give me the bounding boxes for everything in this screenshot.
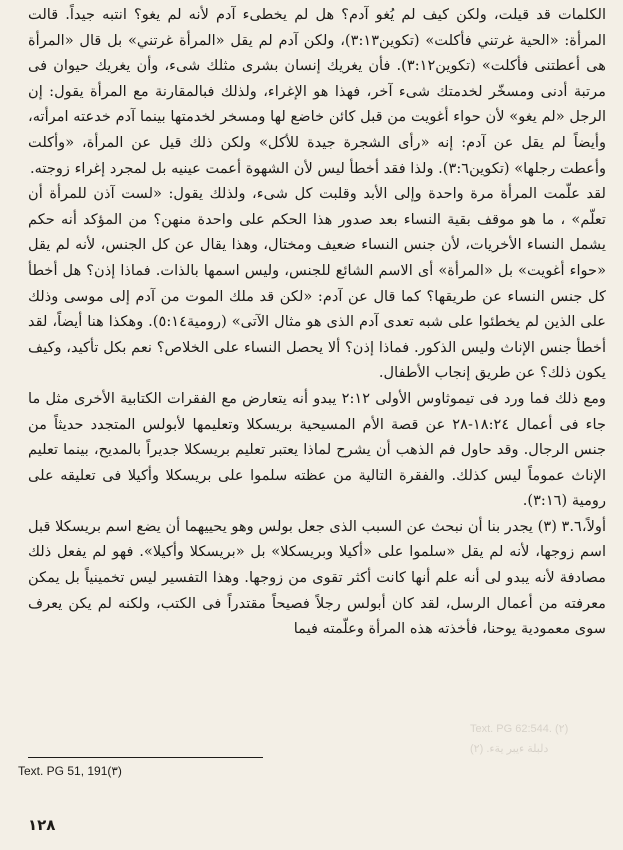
bleed-through-text-2: (٢) .دلبلة ءيبر يةء: [470, 743, 549, 755]
footnote: Text. PG 51, 191(٣): [18, 764, 122, 778]
footnote-divider: [28, 757, 263, 758]
paragraph-4: أولاً،٣.٦ (٣) يجدر بنا أن نبحث عن السبب الذى جعل بولس وهو يحييهما أن يضع اسم بريسكلا قبل اسم زوجها، لأنه لم يقل «سلموا على «أكيلا وبريسكلا» بل «بريسكلا وأكيلا». فهو لم يفعل ذلك مصادفة لأنه يبدو لى أنه علم أنها كانت أكثر تقوى من زوجها. وهذا التفسير ليس تخمينياً بل يمكن معرفته من أعمال الرسل، لقد كان أبولس رجلاً فصيحاً مقتدراً فى الكتب، ولكنه لم يكن يعرف سوى معمودية يوحنا، فأخذته هذه المرأة وعلّمته فيما: [28, 517, 606, 638]
paragraph-2: لقد علّمت المرأة مرة واحدة وإلى الأبد وقلبت كل شىء، ولذلك يقول: «لست آذن للمرأة أن تعلّم» ، ما هو موقف بقية النساء بعد صدور هذا الحكم على واحدة منهن؟ من المؤكد أنه حكم يشمل النساء الأخريات، لأن جنس النساء ضعيف ومختال، وهذا يقال عن كل الجنس، لأنه لم يقل «حواء أغويت» بل «المرأة» أى الاسم الشائع للجنس، وليس اسمها بالذات. فماذا إذن؟ هل أخطأ كل جنس النساء عن طريقها؟ كما قال عن آدم: «لكن قد ملك الموت من آدم إلى موسى وذلك على الذين لم يخطئوا على شبه تعدى آدم الذى هو مثال الآتى» (رومية٥:١٤). وهكذا هنا أيضاً، لقد أخطأ جنس الإناث وليس الذكور. فماذا إذن؟ ألا يحصل النساء على الخلاص؟ نعم بكل تأكيد، وكيف يكون ذلك؟ عن طريق إنجاب الأطفال.: [28, 185, 607, 382]
paragraph-3: ومع ذلك فما ورد فى تيموثاوس الأولى ٢:١٢ يبدو أنه يتعارض مع الفقرات الكتابية الأخرى مثل ما جاء فى أعمال ١٨:٢٤-٢٨ عن قصة الأم المسيحية بريسكلا وتعليمها لأبولس المتجدد حديثاً من جنس الرجال. وقد حاول فم الذهب أن يشرح لماذا يعتبر تعليم بريسكلا جديراً بالمديح، بينما تعليم الإناث عموماً ليس كذلك. والفقرة التالية من عظته سلموا على بريسكلا وأكيلا فى تعليقه على رومية (٣:١٦).: [28, 389, 606, 510]
body-text: [28, 2, 606, 642]
bleed-through-text-1: Text. PG 62:544. (٢): [470, 723, 569, 735]
paragraph-1: الكلمات قد قيلت، ولكن كيف لم يُغو آدم؟ هل لم يخطىء آدم لأنه لم يغو؟ انتبه جيداً. قالت المرأة: «الحية غرتني فأكلت» (تكوين٣:١٣)، ولكن آدم لم يقل «المرأة غرتني» بل قال «المرأة هى أعطتنى فأكلت» (تكوين٣:١٢). فأن يغريك إنسان بشرى مثلك شىء، وأن يغريك حيوان فى مرتبة أدنى ومسخّر لخدمتك شىء آخر، فهذا هو الإغراء، ولذلك فبالمقارنة مع المرأة يقول: إن الرجل «لم يغو» لأن حواء أغويت من قبل كائن خاضع لها ومسخر لخدمتها بينما آدم خدعته امرأته، وأيضاً لم يقل عن آدم: إنه «رأى الشجرة جيدة للأكل» ولكن ذلك قيل عن المرأة، «وأكلت وأعطت رجلها» (تكوين٣:٦). ولذا فقد أخطأ ليس لأن الشهوة أعمت عينيه بل لمجرد إغراء زوجته.: [28, 6, 606, 177]
page: [28, 2, 606, 848]
page-number: ١٢٨: [28, 816, 56, 834]
